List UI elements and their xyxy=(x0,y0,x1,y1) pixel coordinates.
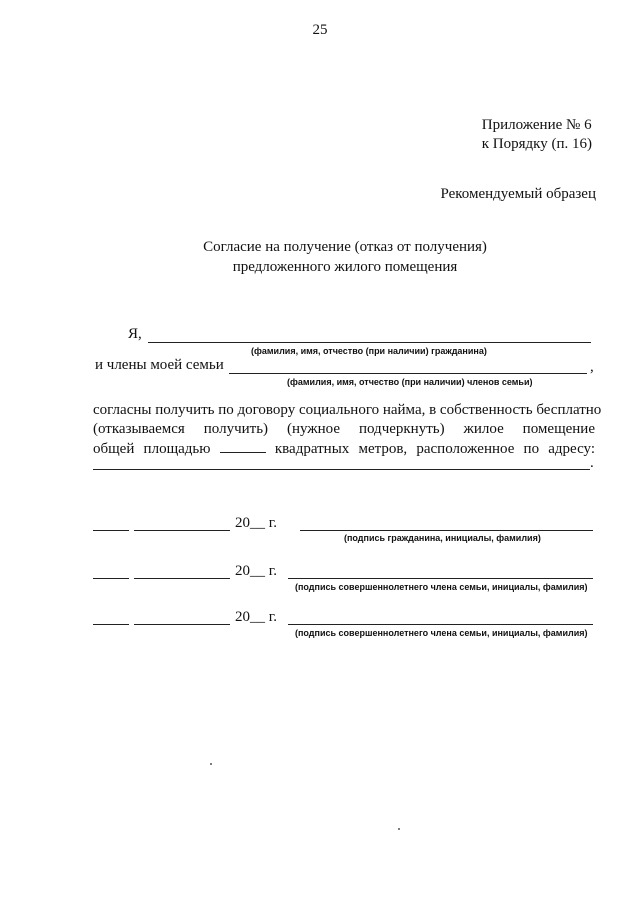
area-field[interactable] xyxy=(220,439,266,453)
title-line-2: предложенного жилого помещения xyxy=(232,259,458,275)
month-field[interactable] xyxy=(134,530,230,531)
area-label: общей площадью xyxy=(93,441,211,457)
i-label: Я, xyxy=(128,326,142,342)
address-field[interactable] xyxy=(93,469,590,470)
consent-line-3 xyxy=(93,439,595,459)
consent-line-1: согласны получить по договору социального найма, в собственность бесплатно xyxy=(93,402,602,418)
area-unit-address-label: квадратных метров, расположенное по адресу: xyxy=(274,441,596,457)
day-field[interactable] xyxy=(93,530,129,531)
signature-field[interactable] xyxy=(300,530,593,531)
citizen-name-caption: (фамилия, имя, отчество (при наличии) гражданина) xyxy=(251,346,487,356)
year-label: 20__ г. xyxy=(235,515,277,531)
family-names-caption: (фамилия, имя, отчество (при наличии) членов семьи) xyxy=(287,377,533,387)
appendix-reference xyxy=(482,116,592,154)
document-title xyxy=(0,237,640,277)
signature-field[interactable] xyxy=(288,578,593,579)
family-comma: , xyxy=(590,359,594,375)
month-field[interactable] xyxy=(134,578,230,579)
signature-caption: (подпись гражданина, инициалы, фамилия) xyxy=(344,533,541,543)
title-line-1: Согласие на получение (отказ от получения) xyxy=(203,239,487,255)
consent-paragraph xyxy=(93,401,602,459)
scan-speck xyxy=(210,763,212,765)
family-label: и члены моей семьи xyxy=(95,357,224,373)
appendix-line-2: к Порядку (п. 16) xyxy=(481,136,592,152)
signature-caption: (подпись совершеннолетнего члена семьи, инициалы, фамилия) xyxy=(295,628,588,638)
year-label: 20__ г. xyxy=(235,563,277,579)
family-names-field[interactable] xyxy=(229,373,587,374)
day-field[interactable] xyxy=(93,578,129,579)
address-period: . xyxy=(590,455,594,471)
day-field[interactable] xyxy=(93,624,129,625)
consent-line-2: (отказываемся получить) (нужное подчеркнуть) жилое помещение xyxy=(93,421,595,437)
signature-field[interactable] xyxy=(288,624,593,625)
citizen-name-field[interactable] xyxy=(148,342,591,343)
sample-label: Рекомендуемый образец xyxy=(440,186,596,202)
scan-speck xyxy=(398,828,400,830)
year-label: 20__ г. xyxy=(235,609,277,625)
appendix-line-1: Приложение № 6 xyxy=(481,117,592,133)
page-number: 25 xyxy=(312,22,328,38)
signature-caption: (подпись совершеннолетнего члена семьи, инициалы, фамилия) xyxy=(295,582,588,592)
month-field[interactable] xyxy=(134,624,230,625)
